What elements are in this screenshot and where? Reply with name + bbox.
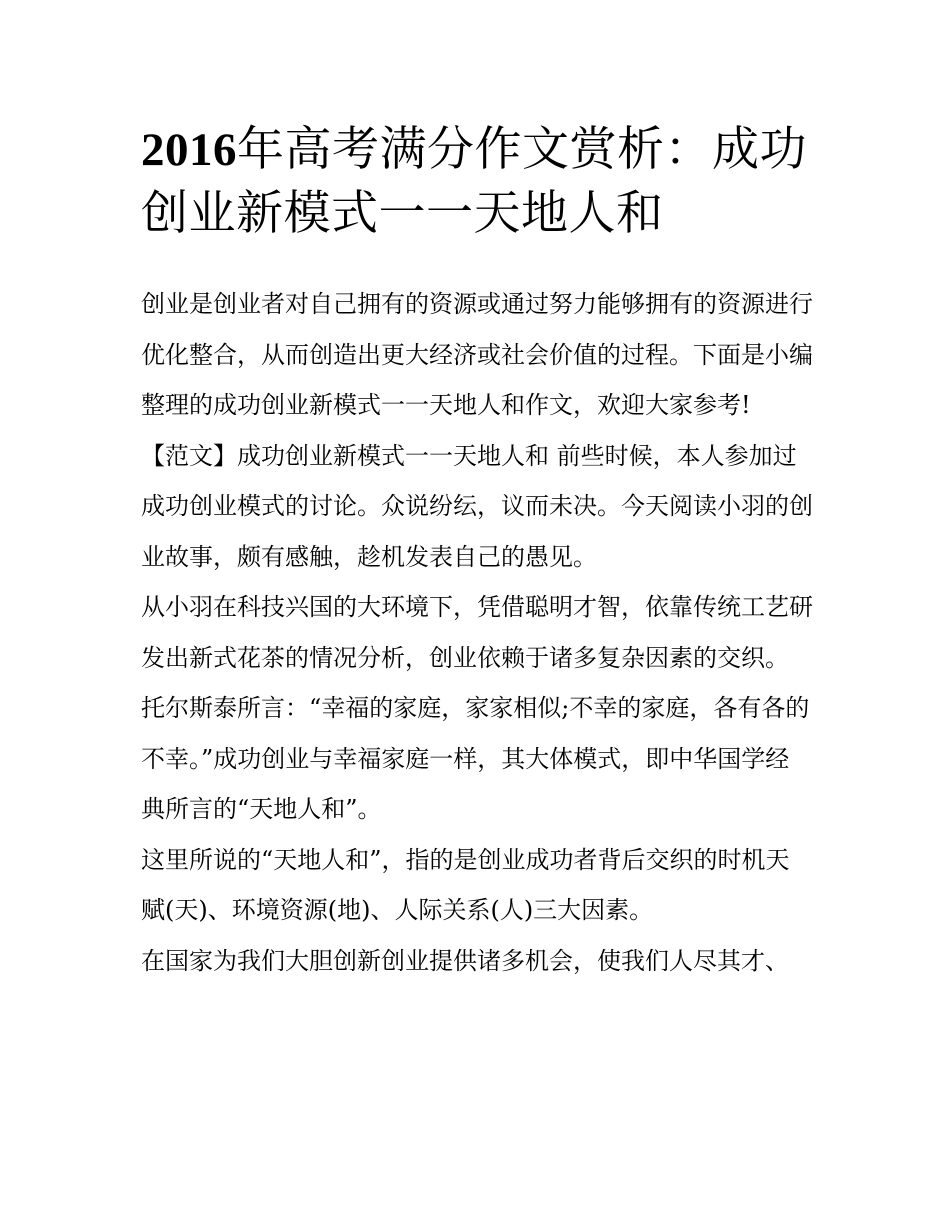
paragraph-sample-essay: 【范文】成功创业新模式一一天地人和 前些时候，本人参加过成功创业模式的讨论。众说纷纭，议而未决。今天阅读小羽的创业故事，颇有感触，趁机发表自己的愚见。 (141, 441, 813, 571)
paragraph-tolstoy-quote: 托尔斯泰所言：“幸福的家庭，家家相似;不幸的家庭，各有各的不幸。”成功创业与幸福家庭一样，其大体模式，即中华国学经典所言的“天地人和”。 (141, 694, 810, 823)
paragraph-explanation: 这里所说的“天地人和”，指的是创业成功者背后交织的时机天赋(天)、环境资源(地)、人际关系(人)三大因素。 (141, 845, 790, 924)
paragraph-intro: 创业是创业者对自己拥有的资源或通过努力能够拥有的资源进行优化整合，从而创造出更大经济或社会价值的过程。下面是小编整理的成功创业新模式一一天地人和作文，欢迎大家参考! (141, 290, 813, 419)
paragraph-analysis: 从小羽在科技兴国的大环境下，凭借聪明才智，依靠传统工艺研发出新式花茶的情况分析，创业依赖于诸多复杂因素的交织。 (141, 593, 813, 672)
title-text: 年高考满分作文赏析：成功创业新模式一一天地人和 (141, 122, 807, 241)
paragraph-continuation: 在国家为我们大胆创新创业提供诸多机会，使我们人尽其才、 (141, 946, 789, 975)
title-year: 2016 (141, 124, 237, 176)
document-page (141, 118, 813, 986)
document-body (141, 279, 813, 986)
document-title (141, 118, 813, 245)
